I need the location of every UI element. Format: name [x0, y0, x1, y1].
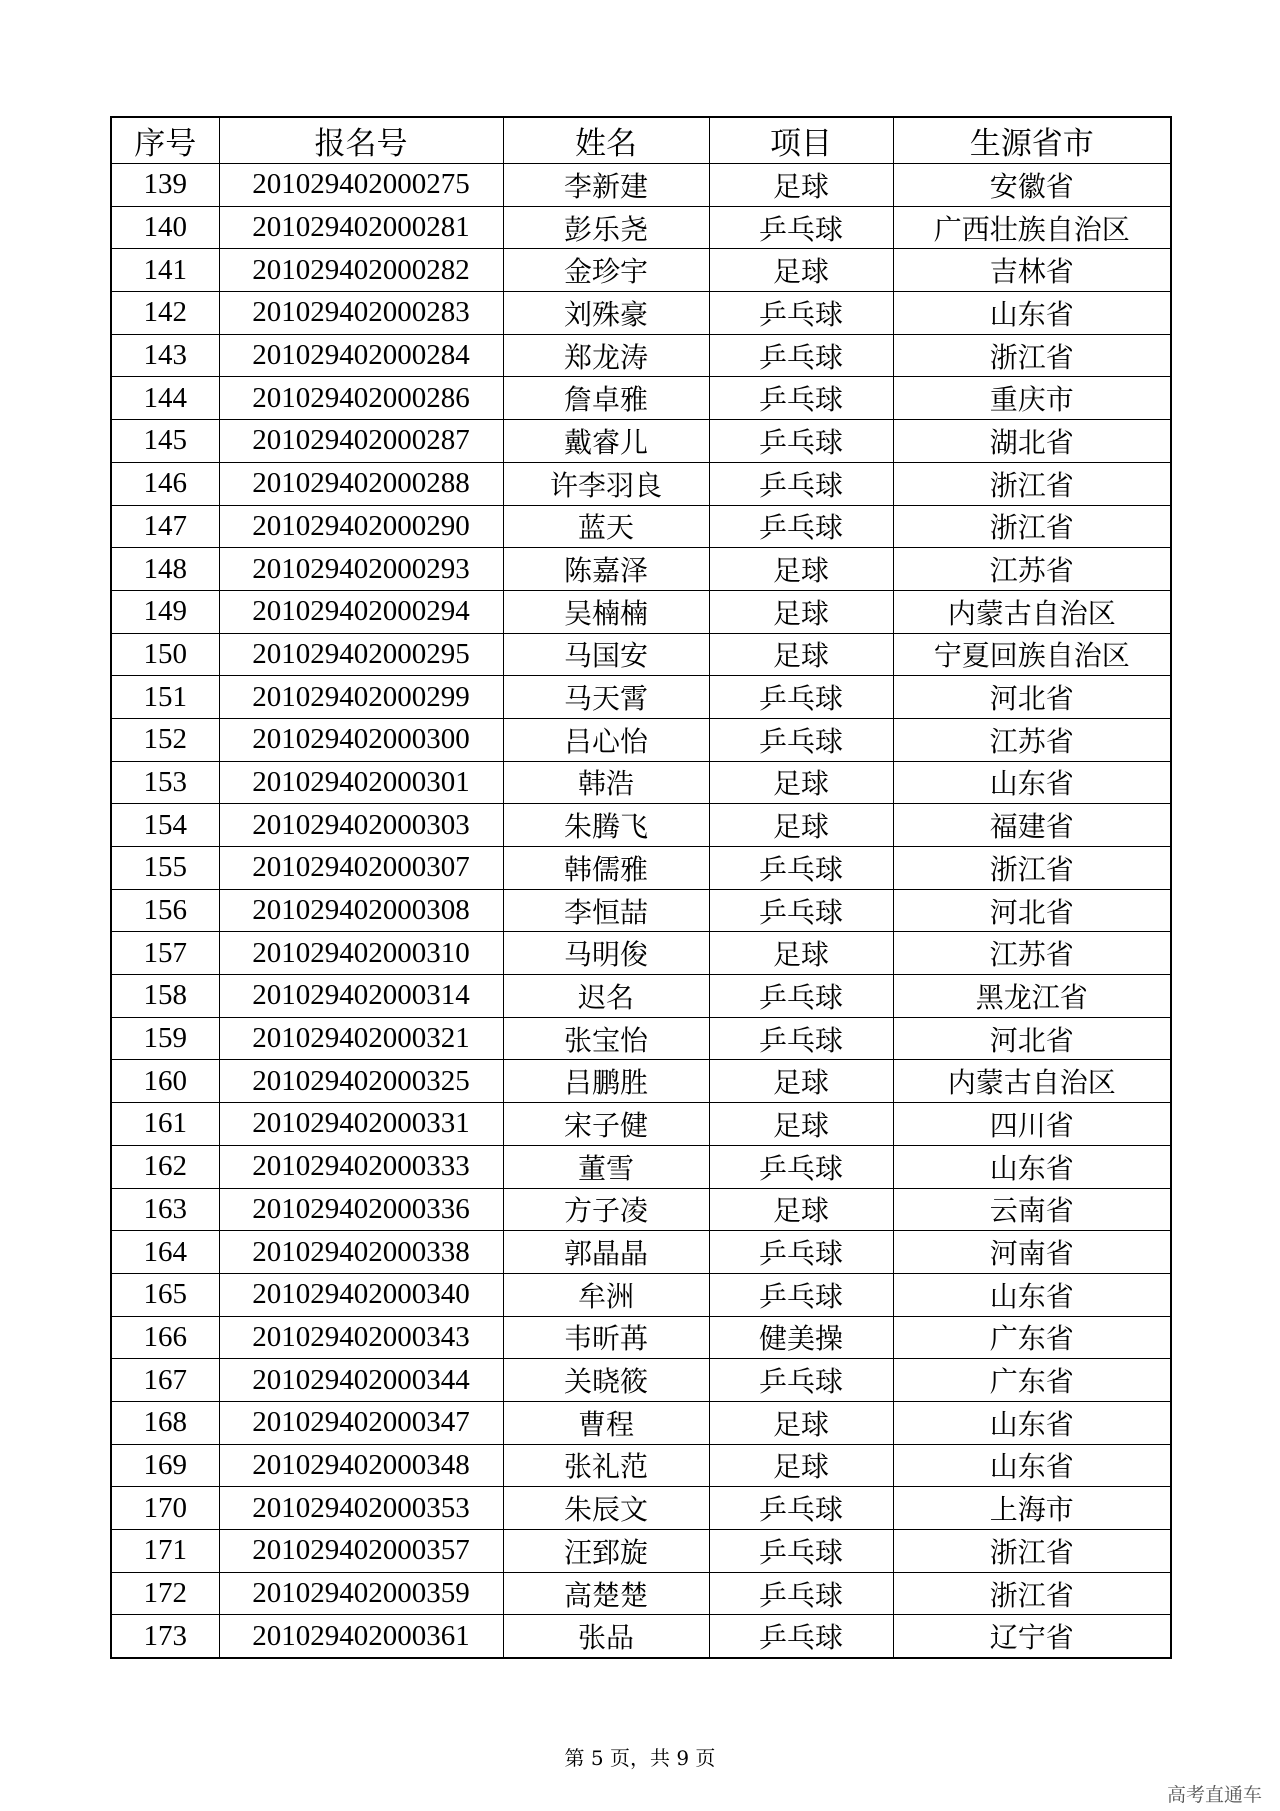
student-roster-table — [110, 116, 1172, 1659]
cell-origin-province: 四川省 — [893, 1103, 1171, 1146]
cell-name: 刘殊豪 — [503, 292, 709, 335]
cell-registration-number: 201029402000338 — [219, 1231, 503, 1274]
cell-registration-number: 201029402000299 — [219, 676, 503, 719]
table-row — [111, 975, 1171, 1018]
cell-origin-province: 云南省 — [893, 1188, 1171, 1231]
table-row — [111, 889, 1171, 932]
cell-name: 张品 — [503, 1615, 709, 1658]
cell-name: 李新建 — [503, 164, 709, 207]
cell-event: 乒乓球 — [709, 718, 893, 761]
cell-name: 郑龙涛 — [503, 334, 709, 377]
cell-origin-province: 河南省 — [893, 1231, 1171, 1274]
cell-event: 乒乓球 — [709, 975, 893, 1018]
cell-event: 足球 — [709, 761, 893, 804]
cell-seq: 163 — [111, 1188, 219, 1231]
table-row — [111, 1401, 1171, 1444]
cell-seq: 139 — [111, 164, 219, 207]
table-row — [111, 804, 1171, 847]
cell-name: 宋子健 — [503, 1103, 709, 1146]
cell-event: 足球 — [709, 804, 893, 847]
cell-registration-number: 201029402000336 — [219, 1188, 503, 1231]
cell-name: 马国安 — [503, 633, 709, 676]
table-row — [111, 164, 1171, 207]
table-row — [111, 1273, 1171, 1316]
cell-seq: 148 — [111, 548, 219, 591]
cell-seq: 165 — [111, 1273, 219, 1316]
cell-origin-province: 安徽省 — [893, 164, 1171, 207]
table-row — [111, 1231, 1171, 1274]
cell-seq: 146 — [111, 462, 219, 505]
cell-origin-province: 山东省 — [893, 1401, 1171, 1444]
table-row — [111, 249, 1171, 292]
cell-origin-province: 江苏省 — [893, 548, 1171, 591]
cell-name: 詹卓雅 — [503, 377, 709, 420]
cell-registration-number: 201029402000294 — [219, 590, 503, 633]
table-row — [111, 206, 1171, 249]
cell-seq: 147 — [111, 505, 219, 548]
cell-name: 迟名 — [503, 975, 709, 1018]
cell-seq: 158 — [111, 975, 219, 1018]
cell-name: 金珍宇 — [503, 249, 709, 292]
cell-name: 汪郅旋 — [503, 1530, 709, 1573]
cell-seq: 149 — [111, 590, 219, 633]
table-row — [111, 1572, 1171, 1615]
header-seq: 序号 — [111, 117, 219, 164]
cell-event: 乒乓球 — [709, 889, 893, 932]
cell-origin-province: 河北省 — [893, 889, 1171, 932]
cell-origin-province: 黑龙江省 — [893, 975, 1171, 1018]
cell-registration-number: 201029402000288 — [219, 462, 503, 505]
cell-origin-province: 重庆市 — [893, 377, 1171, 420]
table-row — [111, 932, 1171, 975]
cell-origin-province: 广东省 — [893, 1359, 1171, 1402]
cell-event: 足球 — [709, 164, 893, 207]
cell-registration-number: 201029402000340 — [219, 1273, 503, 1316]
cell-seq: 166 — [111, 1316, 219, 1359]
cell-name: 张宝怡 — [503, 1017, 709, 1060]
cell-event: 乒乓球 — [709, 206, 893, 249]
cell-event: 乒乓球 — [709, 377, 893, 420]
table-row — [111, 505, 1171, 548]
cell-event: 乒乓球 — [709, 1572, 893, 1615]
cell-name: 戴睿儿 — [503, 420, 709, 463]
header-event: 项目 — [709, 117, 893, 164]
cell-registration-number: 201029402000308 — [219, 889, 503, 932]
table-row — [111, 676, 1171, 719]
cell-event: 乒乓球 — [709, 505, 893, 548]
cell-seq: 141 — [111, 249, 219, 292]
cell-seq: 155 — [111, 847, 219, 890]
table-row — [111, 1103, 1171, 1146]
cell-event: 足球 — [709, 1188, 893, 1231]
table-row — [111, 718, 1171, 761]
cell-name: 马天霄 — [503, 676, 709, 719]
cell-origin-province: 山东省 — [893, 1273, 1171, 1316]
cell-name: 董雪 — [503, 1145, 709, 1188]
cell-origin-province: 宁夏回族自治区 — [893, 633, 1171, 676]
cell-event: 乒乓球 — [709, 420, 893, 463]
cell-event: 乒乓球 — [709, 676, 893, 719]
cell-name: 牟洲 — [503, 1273, 709, 1316]
table-row — [111, 1444, 1171, 1487]
cell-registration-number: 201029402000275 — [219, 164, 503, 207]
watermark-text: 高考直通车 — [1166, 1784, 1262, 1806]
cell-event: 足球 — [709, 633, 893, 676]
cell-seq: 144 — [111, 377, 219, 420]
table-header — [111, 117, 1171, 164]
cell-origin-province: 浙江省 — [893, 1530, 1171, 1573]
cell-name: 朱辰文 — [503, 1487, 709, 1530]
table-row — [111, 377, 1171, 420]
cell-origin-province: 江苏省 — [893, 718, 1171, 761]
cell-seq: 152 — [111, 718, 219, 761]
cell-event: 乒乓球 — [709, 462, 893, 505]
cell-origin-province: 广东省 — [893, 1316, 1171, 1359]
cell-seq: 171 — [111, 1530, 219, 1573]
table-row — [111, 548, 1171, 591]
cell-origin-province: 山东省 — [893, 1444, 1171, 1487]
table-row — [111, 1060, 1171, 1103]
cell-name: 吕心怡 — [503, 718, 709, 761]
table-row — [111, 1359, 1171, 1402]
table-row — [111, 1145, 1171, 1188]
cell-seq: 169 — [111, 1444, 219, 1487]
cell-origin-province: 湖北省 — [893, 420, 1171, 463]
table-row — [111, 1017, 1171, 1060]
cell-name: 马明俊 — [503, 932, 709, 975]
cell-seq: 162 — [111, 1145, 219, 1188]
cell-registration-number: 201029402000290 — [219, 505, 503, 548]
cell-event: 乒乓球 — [709, 1615, 893, 1658]
cell-name: 陈嘉泽 — [503, 548, 709, 591]
cell-seq: 172 — [111, 1572, 219, 1615]
cell-event: 乒乓球 — [709, 292, 893, 335]
page-number-footer: 第 5 页，共 9 页 — [564, 1746, 716, 1770]
cell-registration-number: 201029402000343 — [219, 1316, 503, 1359]
cell-registration-number: 201029402000361 — [219, 1615, 503, 1658]
cell-event: 乒乓球 — [709, 1530, 893, 1573]
header-origin-province: 生源省市 — [893, 117, 1171, 164]
cell-name: 韦昕苒 — [503, 1316, 709, 1359]
cell-origin-province: 福建省 — [893, 804, 1171, 847]
cell-name: 吴楠楠 — [503, 590, 709, 633]
table-row — [111, 1615, 1171, 1658]
cell-event: 乒乓球 — [709, 334, 893, 377]
cell-origin-province: 山东省 — [893, 761, 1171, 804]
table-row — [111, 847, 1171, 890]
cell-seq: 140 — [111, 206, 219, 249]
cell-registration-number: 201029402000293 — [219, 548, 503, 591]
cell-origin-province: 吉林省 — [893, 249, 1171, 292]
table-row — [111, 1188, 1171, 1231]
cell-seq: 157 — [111, 932, 219, 975]
cell-seq: 154 — [111, 804, 219, 847]
cell-name: 关晓筱 — [503, 1359, 709, 1402]
cell-registration-number: 201029402000357 — [219, 1530, 503, 1573]
cell-registration-number: 201029402000282 — [219, 249, 503, 292]
table-row — [111, 590, 1171, 633]
cell-event: 乒乓球 — [709, 1145, 893, 1188]
header-registration-number: 报名号 — [219, 117, 503, 164]
cell-event: 足球 — [709, 548, 893, 591]
cell-name: 张礼范 — [503, 1444, 709, 1487]
cell-registration-number: 201029402000301 — [219, 761, 503, 804]
cell-seq: 156 — [111, 889, 219, 932]
cell-registration-number: 201029402000353 — [219, 1487, 503, 1530]
cell-seq: 164 — [111, 1231, 219, 1274]
cell-origin-province: 内蒙古自治区 — [893, 1060, 1171, 1103]
cell-event: 足球 — [709, 590, 893, 633]
cell-registration-number: 201029402000325 — [219, 1060, 503, 1103]
cell-name: 韩儒雅 — [503, 847, 709, 890]
cell-event: 乒乓球 — [709, 1273, 893, 1316]
table-row — [111, 633, 1171, 676]
cell-seq: 173 — [111, 1615, 219, 1658]
cell-name: 方子凌 — [503, 1188, 709, 1231]
cell-origin-province: 浙江省 — [893, 505, 1171, 548]
cell-registration-number: 201029402000283 — [219, 292, 503, 335]
cell-event: 足球 — [709, 932, 893, 975]
cell-seq: 142 — [111, 292, 219, 335]
cell-origin-province: 河北省 — [893, 1017, 1171, 1060]
cell-name: 郭晶晶 — [503, 1231, 709, 1274]
cell-seq: 151 — [111, 676, 219, 719]
cell-seq: 167 — [111, 1359, 219, 1402]
cell-registration-number: 201029402000347 — [219, 1401, 503, 1444]
cell-registration-number: 201029402000284 — [219, 334, 503, 377]
cell-origin-province: 辽宁省 — [893, 1615, 1171, 1658]
cell-registration-number: 201029402000310 — [219, 932, 503, 975]
cell-name: 李恒喆 — [503, 889, 709, 932]
cell-origin-province: 广西壮族自治区 — [893, 206, 1171, 249]
cell-origin-province: 江苏省 — [893, 932, 1171, 975]
cell-registration-number: 201029402000307 — [219, 847, 503, 890]
cell-seq: 161 — [111, 1103, 219, 1146]
cell-origin-province: 山东省 — [893, 1145, 1171, 1188]
header-row — [111, 117, 1171, 164]
cell-event: 足球 — [709, 1444, 893, 1487]
cell-origin-province: 浙江省 — [893, 334, 1171, 377]
cell-event: 乒乓球 — [709, 847, 893, 890]
cell-registration-number: 201029402000295 — [219, 633, 503, 676]
table-row — [111, 462, 1171, 505]
cell-seq: 150 — [111, 633, 219, 676]
cell-registration-number: 201029402000331 — [219, 1103, 503, 1146]
cell-origin-province: 浙江省 — [893, 847, 1171, 890]
cell-event: 乒乓球 — [709, 1017, 893, 1060]
cell-name: 蓝天 — [503, 505, 709, 548]
cell-event: 健美操 — [709, 1316, 893, 1359]
cell-seq: 153 — [111, 761, 219, 804]
cell-event: 足球 — [709, 1103, 893, 1146]
cell-name: 许李羽良 — [503, 462, 709, 505]
cell-name: 曹程 — [503, 1401, 709, 1444]
cell-registration-number: 201029402000321 — [219, 1017, 503, 1060]
cell-origin-province: 河北省 — [893, 676, 1171, 719]
cell-seq: 168 — [111, 1401, 219, 1444]
table-row — [111, 1487, 1171, 1530]
cell-event: 乒乓球 — [709, 1487, 893, 1530]
table-row — [111, 292, 1171, 335]
cell-name: 彭乐尧 — [503, 206, 709, 249]
cell-event: 足球 — [709, 249, 893, 292]
cell-registration-number: 201029402000314 — [219, 975, 503, 1018]
cell-seq: 159 — [111, 1017, 219, 1060]
cell-seq: 145 — [111, 420, 219, 463]
cell-seq: 160 — [111, 1060, 219, 1103]
cell-registration-number: 201029402000348 — [219, 1444, 503, 1487]
cell-registration-number: 201029402000286 — [219, 377, 503, 420]
cell-event: 乒乓球 — [709, 1359, 893, 1402]
cell-name: 朱腾飞 — [503, 804, 709, 847]
cell-origin-province: 浙江省 — [893, 1572, 1171, 1615]
cell-name: 高楚楚 — [503, 1572, 709, 1615]
cell-origin-province: 上海市 — [893, 1487, 1171, 1530]
cell-registration-number: 201029402000287 — [219, 420, 503, 463]
cell-registration-number: 201029402000333 — [219, 1145, 503, 1188]
table-row — [111, 761, 1171, 804]
cell-event: 足球 — [709, 1060, 893, 1103]
cell-name: 吕鹏胜 — [503, 1060, 709, 1103]
cell-name: 韩浩 — [503, 761, 709, 804]
cell-registration-number: 201029402000344 — [219, 1359, 503, 1402]
cell-event: 足球 — [709, 1401, 893, 1444]
cell-origin-province: 内蒙古自治区 — [893, 590, 1171, 633]
cell-origin-province: 山东省 — [893, 292, 1171, 335]
cell-seq: 170 — [111, 1487, 219, 1530]
cell-seq: 143 — [111, 334, 219, 377]
cell-event: 乒乓球 — [709, 1231, 893, 1274]
cell-origin-province: 浙江省 — [893, 462, 1171, 505]
table-row — [111, 334, 1171, 377]
cell-registration-number: 201029402000303 — [219, 804, 503, 847]
cell-registration-number: 201029402000300 — [219, 718, 503, 761]
table-row — [111, 1530, 1171, 1573]
header-name: 姓名 — [503, 117, 709, 164]
cell-registration-number: 201029402000359 — [219, 1572, 503, 1615]
cell-registration-number: 201029402000281 — [219, 206, 503, 249]
table-row — [111, 420, 1171, 463]
table-row — [111, 1316, 1171, 1359]
table-body — [111, 164, 1171, 1659]
